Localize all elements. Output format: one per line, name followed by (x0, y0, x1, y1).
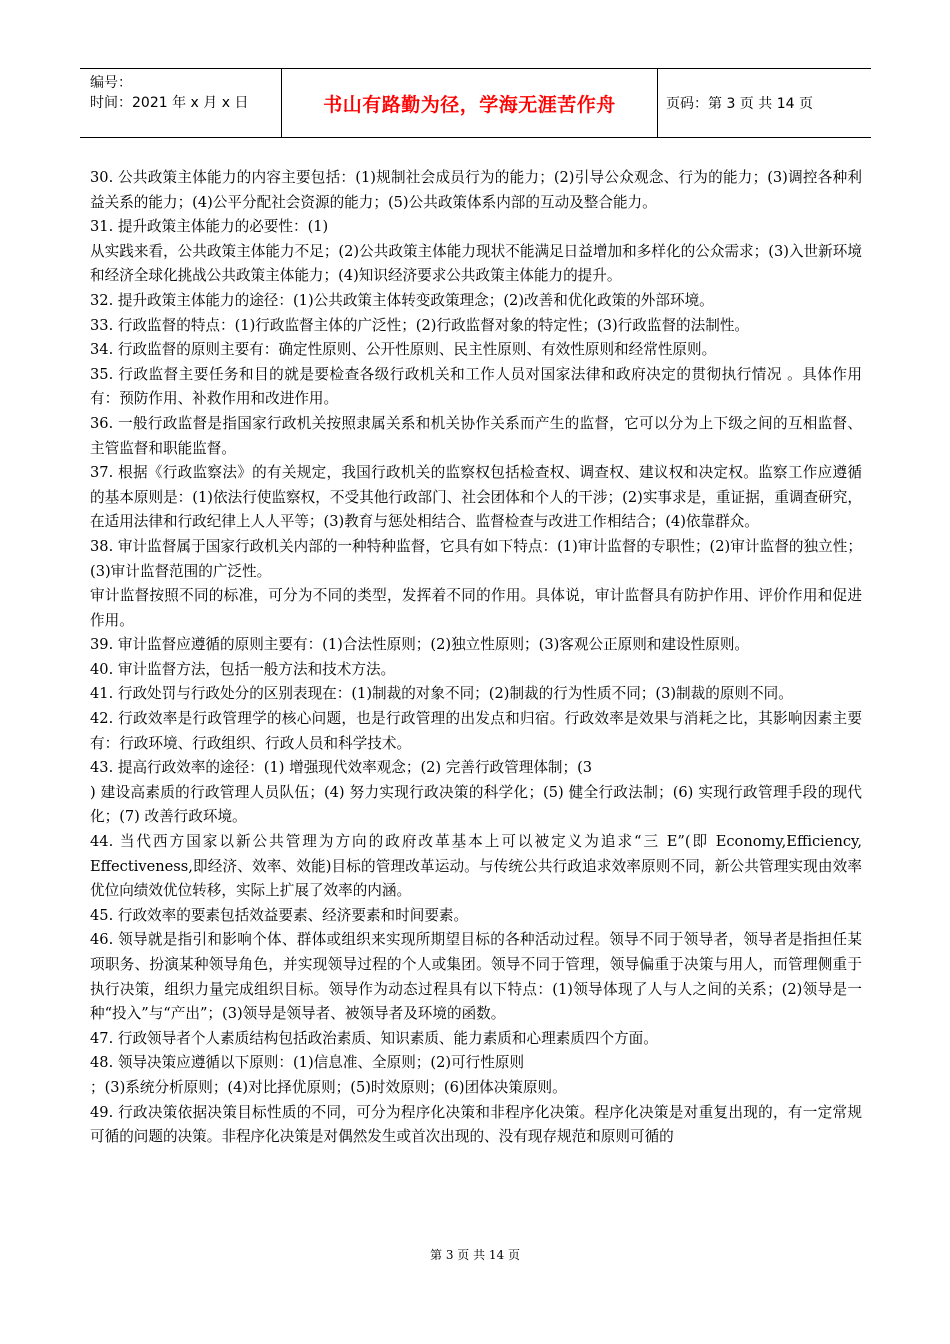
document-date: 时间：2021 年 x 月 x 日 (90, 95, 249, 111)
paragraph: 39. 审计监督应遵循的原则主要有：(1)合法性原则；(2)独立性原则；(3)客观公正原则和建设性原则。 (90, 636, 750, 654)
paragraph: 从实践来看，公共政策主体能力不足；(2)公共政策主体能力现状不能满足日益增加和多样化的公众需求；(3)入世新环境和经济全球化挑战公共政策主体能力；(4)知识经济要求公共政策主体能力的提升。 (90, 242, 862, 285)
header-motto: 书山有路勤为径，学海无涯苦作舟 (281, 69, 658, 137)
page-footer: 第 3 页 共 14 页 (430, 1248, 520, 1262)
header-meta (80, 69, 281, 137)
paragraph: 33. 行政监督的特点：(1)行政监督主体的广泛性；(2)行政监督对象的特定性；(3)行政监督的法制性。 (90, 316, 750, 334)
paragraph: 49. 行政决策依据决策目标性质的不同，可分为程序化决策和非程序化决策。程序化决策是对重复出现的，有一定常规可循的问题的决策。非程序化决策是对偶然发生或首次出现的、没有现存规范和原则可循的 (90, 1103, 862, 1146)
paragraph: 44. 当代西方国家以新公共管理为方向的政府改革基本上可以被定义为追求“三 E”(即 Economy,Efficiency, Effectiveness,即经济、效率、效能)目标的管理改革运动。与传统公共行政追求效率原则不同，新公共管理实现由效率优位向绩效优位转移，实际上扩展了效率的内涵。 (90, 833, 862, 900)
paragraph: 37. 根据《行政监察法》的有关规定，我国行政机关的监察权包括检查权、调查权、建议权和决定权。监察工作应遵循的基本原则是：(1)依法行使监察权，不受其他行政部门、社会团体和个人的干涉；(2)实事求是，重证据，重调查研究，在适用法律和行政纪律上人人平等；(3)教育与惩处相结合、监督检查与改进工作相结合；(4)依靠群众。 (90, 464, 862, 531)
paragraph: 36. 一般行政监督是指国家行政机关按照隶属关系和机关协作关系而产生的监督，它可以分为上下级之间的互相监督、主管监督和职能监督。 (90, 414, 862, 457)
paragraph: 31. 提升政策主体能力的必要性：(1) (90, 218, 329, 236)
paragraph: ；(3)系统分析原则；(4)对比择优原则；(5)时效原则；(6)团体决策原则。 (90, 1078, 567, 1096)
header-page-info: 页码：第 3 页 共 14 页 (666, 96, 813, 112)
paragraph: 35. 行政监督主要任务和目的就是要检查各级行政机关和工作人员对国家法律和政府决定的贯彻执行情况 。具体作用有：预防作用、补救作用和改进作用。 (90, 365, 862, 408)
paragraph: 40. 审计监督方法，包括一般方法和技术方法。 (90, 660, 396, 678)
paragraph: 45. 行政效率的要素包括效益要素、经济要素和时间要素。 (90, 906, 469, 924)
paragraph: 41. 行政处罚与行政处分的区别表现在：(1)制裁的对象不同；(2)制裁的行为性质不同；(3)制裁的原则不同。 (90, 685, 793, 703)
paragraph: 42. 行政效率是行政管理学的核心问题，也是行政管理的出发点和归宿。行政效率是效果与消耗之比，其影响因素主要有：行政环境、行政组织、行政人员和科学技术。 (90, 710, 862, 752)
page-header (80, 68, 871, 138)
paragraph: 30. 公共政策主体能力的内容主要包括：(1)规制社会成员行为的能力；(2)引导公众观念、行为的能力；(3)调控各种利益关系的能力；(4)公平分配社会资源的能力；(5)公共政策体系内部的互动及整合能力。 (90, 169, 862, 211)
paragraph: 34. 行政监督的原则主要有：确定性原则、公开性原则、民主性原则、有效性原则和经常性原则。 (90, 341, 717, 359)
paragraph: 46. 领导就是指引和影响个体、群体或组织来实现所期望目标的各种活动过程。领导不同于领导者，领导者是指担任某项职务、扮演某种领导角色，并实现领导过程的个人或集团。领导不同于管理，领导偏重于决策与用人，而管理侧重于执行决策，组织力量完成组织目标。领导作为动态过程具有以下特点：(1)领导体现了人与人之间的关系；(2)领导是一种“投入”与“产出”；(3)领导是领导者、被领导者及环境的函数。 (90, 931, 862, 1023)
paragraph: 47. 行政领导者个人素质结构包括政治素质、知识素质、能力素质和心理素质四个方面。 (90, 1029, 658, 1047)
paragraph: ) 建设高素质的行政管理人员队伍；(4) 努力实现行政决策的科学化；(5) 健全行政法制；(6) 实现行政管理手段的现代化；(7) 改善行政环境。 (90, 783, 862, 826)
paragraph: 审计监督按照不同的标准，可分为不同的类型，发挥着不同的作用。具体说，审计监督具有防护作用、评价作用和促进作用。 (90, 587, 862, 629)
paragraph: 38. 审计监督属于国家行政机关内部的一种特种监督，它具有如下特点：(1)审计监督的专职性；(2)审计监督的独立性；(3)审计监督范围的广泛性。 (90, 537, 862, 580)
paragraph: 43. 提高行政效率的途径：(1) 增强现代效率观念；(2) 完善行政管理体制；(3 (90, 759, 593, 777)
paragraph: 48. 领导决策应遵循以下原则：(1)信息准、全原则；(2)可行性原则 (90, 1054, 525, 1072)
document-number-label: 编号： (90, 75, 132, 91)
document-body (90, 166, 862, 1150)
paragraph: 32. 提升政策主体能力的途径：(1)公共政策主体转变政策理念；(2)改善和优化政策的外部环境。 (90, 291, 714, 309)
